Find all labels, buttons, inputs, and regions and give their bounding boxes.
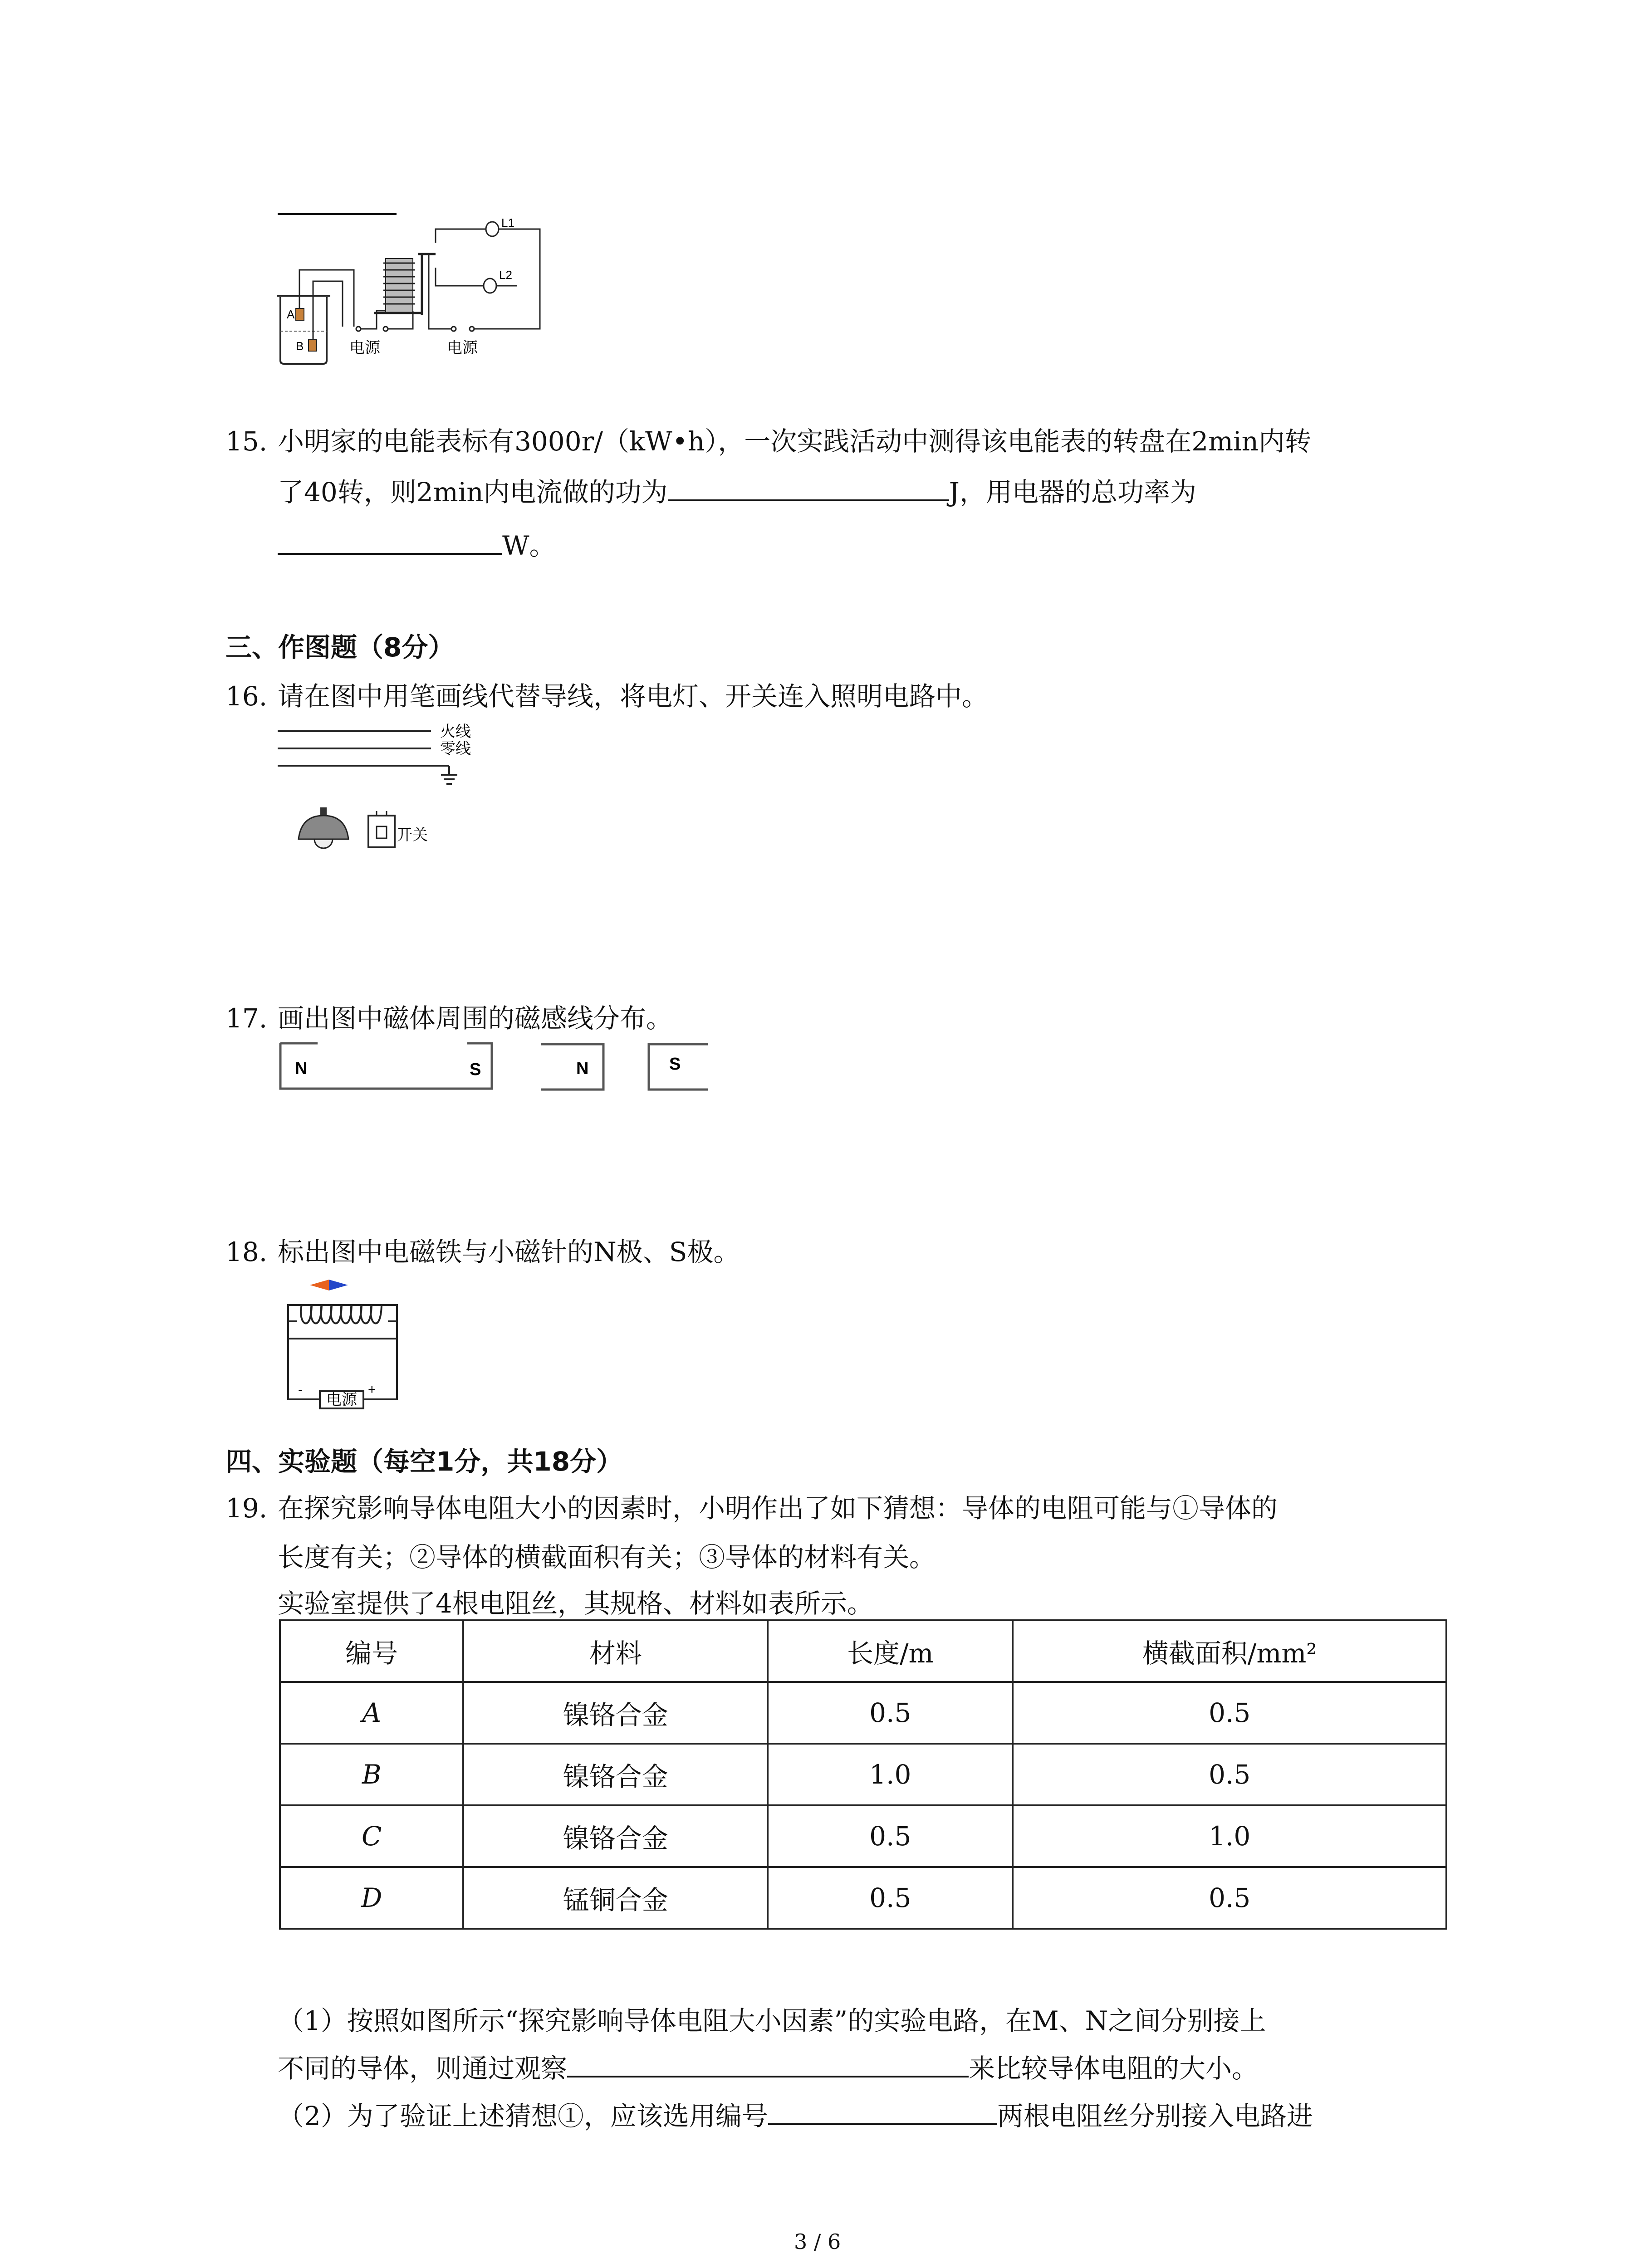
magnet2-n-label: N xyxy=(576,1059,589,1078)
q19-select-blank[interactable] xyxy=(768,2123,997,2125)
switch-icon xyxy=(368,811,395,847)
power-label: 电源 xyxy=(326,1391,357,1409)
q19-sub1-text: 不同的导体，则通过观察 xyxy=(278,2053,568,2084)
magnets-figure xyxy=(277,1039,721,1102)
page-number: 3 / 6 xyxy=(794,2229,841,2254)
q18-number: 18. xyxy=(225,1237,268,1267)
q16-text: 请在图中用笔画线代替导线，将电灯、开关连入照明电路中。 xyxy=(278,681,989,712)
q19-line2: 长度有关；②导体的横截面积有关；③导体的材料有关。 xyxy=(278,1542,936,1573)
table-header: 编号 xyxy=(280,1620,463,1682)
label-l2: L2 xyxy=(499,268,512,282)
q19-observe-blank[interactable] xyxy=(567,2075,969,2077)
live-wire-label: 火线 xyxy=(440,723,471,741)
table-row xyxy=(280,1682,1446,1744)
q17-number: 17. xyxy=(225,1003,268,1034)
table-cell: 镍铬合金 xyxy=(463,1682,768,1744)
neutral-wire-label: 零线 xyxy=(440,740,471,758)
q19-sub2-line1 xyxy=(278,2091,1313,2141)
q19-sub1-line2 xyxy=(278,2043,1258,2093)
table-header: 长度/m xyxy=(768,1620,1013,1682)
table-cell: B xyxy=(280,1744,463,1805)
table-cell: 0.5 xyxy=(768,1682,1013,1744)
q15-line2-text-b: J，用电器的总功率为 xyxy=(949,477,1196,508)
q18-text: 标出图中电磁铁与小磁针的N极、S极。 xyxy=(278,1237,740,1267)
table-cell: A xyxy=(280,1682,463,1744)
q15-work-blank[interactable] xyxy=(668,499,949,501)
table-header: 横截面积/mm² xyxy=(1013,1620,1446,1682)
q15-line1: 小明家的电能表标有3000r/（kW•h），一次实践活动中测得该电能表的转盘在2min内转 xyxy=(278,426,1312,457)
magnet3-s-label: S xyxy=(669,1055,681,1074)
q19-line3: 实验室提供了4根电阻丝，其规格、材料如表所示。 xyxy=(278,1588,873,1619)
answer-blank-q14[interactable] xyxy=(278,213,397,215)
table-cell: 0.5 xyxy=(768,1805,1013,1867)
q19-line1: 在探究影响导体电阻大小的因素时，小明作出了如下猜想：导体的电阻可能与①导体的 xyxy=(278,1493,1278,1524)
q19-number: 19. xyxy=(225,1493,268,1524)
compass-needle-icon xyxy=(310,1280,348,1290)
magnet1-n-label: N xyxy=(295,1059,308,1078)
q16-number: 16. xyxy=(225,681,268,712)
section-4-title: 四、实验题（每空1分，共18分） xyxy=(225,1446,623,1477)
label-b: B xyxy=(296,339,304,353)
power-label-2: 电源 xyxy=(447,339,478,357)
q19-sub1-text-b: 来比较导体电阻的大小。 xyxy=(969,2053,1259,2084)
q15-line2 xyxy=(278,467,1196,517)
table-header: 材料 xyxy=(463,1620,768,1682)
relay-circuit-figure xyxy=(272,218,554,372)
magnet1-s-label: S xyxy=(470,1060,481,1079)
q15-line2-text: 了40转，则2min内电流做的功为 xyxy=(278,477,668,508)
plus-sign: + xyxy=(368,1382,376,1397)
table-cell: 镍铬合金 xyxy=(463,1805,768,1867)
table-cell: 镍铬合金 xyxy=(463,1744,768,1805)
q19-sub1-line1: （1）按照如图所示“探究影响导体电阻大小因素”的实验电路，在M、N之间分别接上 xyxy=(278,2005,1266,2036)
label-l1: L1 xyxy=(501,218,514,230)
table-cell: 锰铜合金 xyxy=(463,1867,768,1929)
q17-text: 画出图中磁体周围的磁感线分布。 xyxy=(278,1003,673,1034)
q19-sub2-text-b: 两根电阻丝分别接入电路进 xyxy=(997,2101,1313,2131)
table-cell: C xyxy=(280,1805,463,1867)
table-cell: 0.5 xyxy=(1013,1867,1446,1929)
q15-power-blank[interactable] xyxy=(278,552,502,555)
table-cell: 1.0 xyxy=(1013,1805,1446,1867)
table-row xyxy=(280,1805,1446,1867)
table-cell: 0.5 xyxy=(1013,1744,1446,1805)
minus-sign: - xyxy=(298,1382,303,1397)
resistance-wire-table xyxy=(279,1619,1447,1930)
lamp-icon xyxy=(299,807,348,848)
table-cell: 0.5 xyxy=(768,1867,1013,1929)
q15-line3 xyxy=(278,521,556,571)
section-3-title: 三、作图题（8分） xyxy=(225,632,455,663)
q15-line3-text: W。 xyxy=(502,530,556,561)
table-cell: D xyxy=(280,1867,463,1929)
q19-sub2-text: （2）为了验证上述猜想①，应该选用编号 xyxy=(278,2101,768,2131)
lighting-circuit-figure xyxy=(272,721,508,866)
label-a: A xyxy=(287,308,295,321)
electromagnet-figure xyxy=(279,1277,406,1413)
table-cell: 1.0 xyxy=(768,1744,1013,1805)
table-cell: 0.5 xyxy=(1013,1682,1446,1744)
power-label-1: 电源 xyxy=(349,339,380,357)
table-row xyxy=(280,1744,1446,1805)
q15-number: 15. xyxy=(225,426,268,457)
table-row xyxy=(280,1867,1446,1929)
switch-label: 开关 xyxy=(397,826,428,844)
table-header-row xyxy=(280,1620,1446,1682)
